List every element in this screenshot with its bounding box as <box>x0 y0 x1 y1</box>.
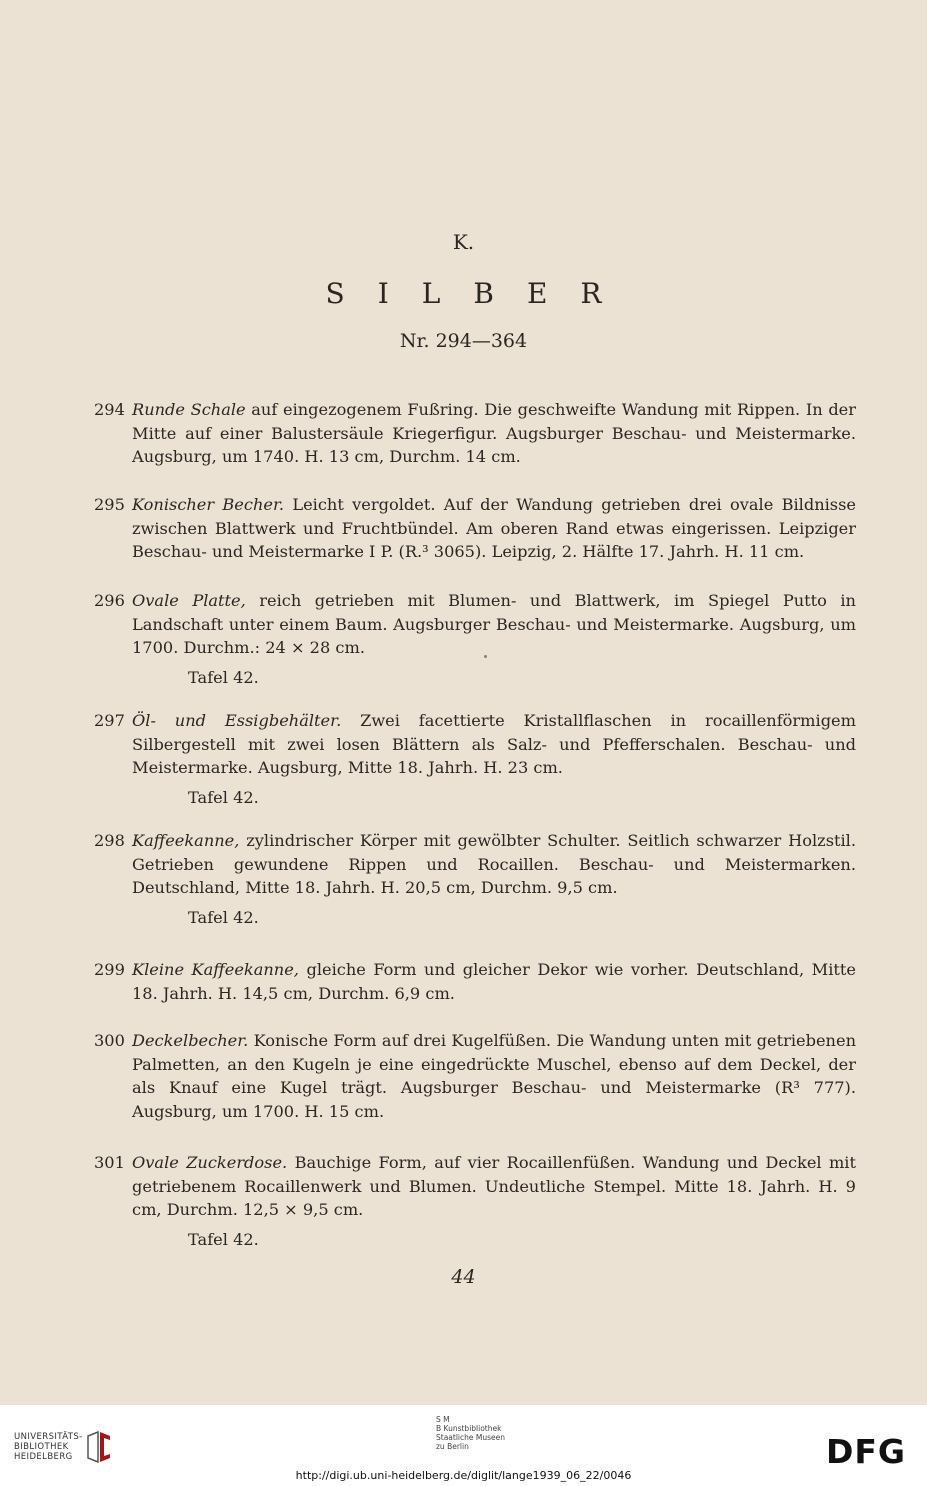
entry-text: gleiche Form und gleicher Dekor wie vorher. Deutschland, Mitte 18. Jahrh. H. 14,5 cm, Durchm. 6,9 cm. <box>132 960 856 1003</box>
library-logo-icon[interactable] <box>84 1430 114 1466</box>
entry-number: 299 <box>94 960 125 979</box>
entry-title: Ovale Zuckerdose. <box>132 1153 288 1172</box>
stamp-line: S M <box>436 1415 450 1424</box>
entry-text: Bauchige Form, auf vier Rocaillenfüßen. Wandung und Deckel mit getriebenem Rocaillenwerk und Blumen. Undeutliche Stempel. Mitte 18. Jahrh. H. 9 cm, Durchm. 12,5 × 9,5 cm. <box>132 1153 856 1219</box>
catalog-entry <box>94 829 856 929</box>
entry-text: zylindrischer Körper mit gewölbter Schulter. Seitlich schwarzer Holzstil. Getrieben gewundene Rippen und Rocaillen. Beschau- und Meistermarken. Deutschland, Mitte 18. Jahrh. H. 20,5 cm, Durchm. 9,5 cm. <box>132 831 856 897</box>
entry-title: Konischer Becher. <box>132 495 285 514</box>
page-url-link[interactable]: http://digi.ub.uni-heidelberg.de/diglit/lange1939_06_22/0046 <box>295 1469 632 1482</box>
entry-text: auf eingezogenem Fußring. Die geschweifte Wandung mit Rippen. In der Mitte auf einer Balustersäule Kriegerfigur. Augsburger Beschau- und Meistermarke. Augsburg, um 1740. H. 13 cm, Durchm. 14 cm. <box>132 400 856 466</box>
stamp-line: B Kunstbibliothek <box>436 1424 502 1433</box>
catalog-entry <box>94 709 856 809</box>
library-name-line: HEIDELBERG <box>14 1452 73 1462</box>
library-name-line: UNIVERSITÄTS- <box>14 1432 83 1442</box>
entry-number: 296 <box>94 591 125 610</box>
plate-reference: Tafel 42. <box>188 787 259 807</box>
entry-text: reich getrieben mit Blumen- und Blattwerk, im Spiegel Putto in Landschaft unter einem Baum. Augsburger Beschau- und Meistermarke. Augsburg, um 1700. Durchm.: 24 × 28 cm. <box>132 591 856 657</box>
section-range: Nr. 294—364 <box>399 330 528 352</box>
catalog-entry <box>94 958 856 1005</box>
entry-text: Zwei facettierte Kristallflaschen in rocaillenförmigem Silbergestell mit zwei losen Blättern als Salz- und Pfefferschalen. Beschau- und Meistermarke. Augsburg, Mitte 18. Jahrh. H. 23 cm. <box>132 711 856 777</box>
entry-number: 298 <box>94 831 125 850</box>
entry-number: 297 <box>94 711 125 730</box>
entry-text: Konische Form auf drei Kugelfüßen. Die Wandung unten mit getriebenen Palmetten, an den Kugeln je eine eingedrückte Muschel, ebenso auf dem Deckel, der als Knauf eine Kugel trägt. Augsburger Beschau- und Meistermarke (R³ 777). Augsburg, um 1700. H. 15 cm. <box>132 1031 856 1121</box>
entry-number: 295 <box>94 495 125 514</box>
catalog-entry <box>94 589 856 689</box>
catalog-entry <box>94 493 856 564</box>
page-number: 44 <box>451 1266 476 1288</box>
section-letter: K. <box>452 230 475 254</box>
library-name[interactable] <box>14 1432 83 1462</box>
plate-reference: Tafel 42. <box>188 907 259 927</box>
entry-title: Ovale Platte, <box>132 591 246 610</box>
dfg-logo[interactable]: DFG <box>826 1432 907 1471</box>
entry-title: Runde Schale <box>132 400 246 419</box>
stamp-line: zu Berlin <box>436 1442 469 1451</box>
entry-number: 301 <box>94 1153 125 1172</box>
archive-stamp <box>436 1415 505 1451</box>
entry-title: Deckelbecher. <box>132 1031 249 1050</box>
entry-title: Kleine Kaffeekanne, <box>132 960 299 979</box>
entry-number: 294 <box>94 400 125 419</box>
entry-title: Öl- und Essigbehälter. <box>132 711 342 730</box>
library-name-line: BIBLIOTHEK <box>14 1442 69 1452</box>
section-title: SILBER <box>325 277 635 310</box>
catalog-entry <box>94 1151 856 1251</box>
ink-speck <box>484 655 487 658</box>
entry-title: Kaffeekanne, <box>132 831 240 850</box>
entry-number: 300 <box>94 1031 125 1050</box>
entry-text: Leicht vergoldet. Auf der Wandung getrieben drei ovale Bildnisse zwischen Blattwerk und Fruchtbündel. Am oberen Rand etwas eingerissen. Leipziger Beschau- und Meistermarke I P. (R.³ 3065). Leipzig, 2. Hälfte 17. Jahrh. H. 11 cm. <box>132 495 856 561</box>
catalog-entry <box>94 398 856 469</box>
catalog-entry <box>94 1029 856 1123</box>
plate-reference: Tafel 42. <box>188 667 259 687</box>
stamp-line: Staatliche Museen <box>436 1433 505 1442</box>
plate-reference: Tafel 42. <box>188 1229 259 1249</box>
